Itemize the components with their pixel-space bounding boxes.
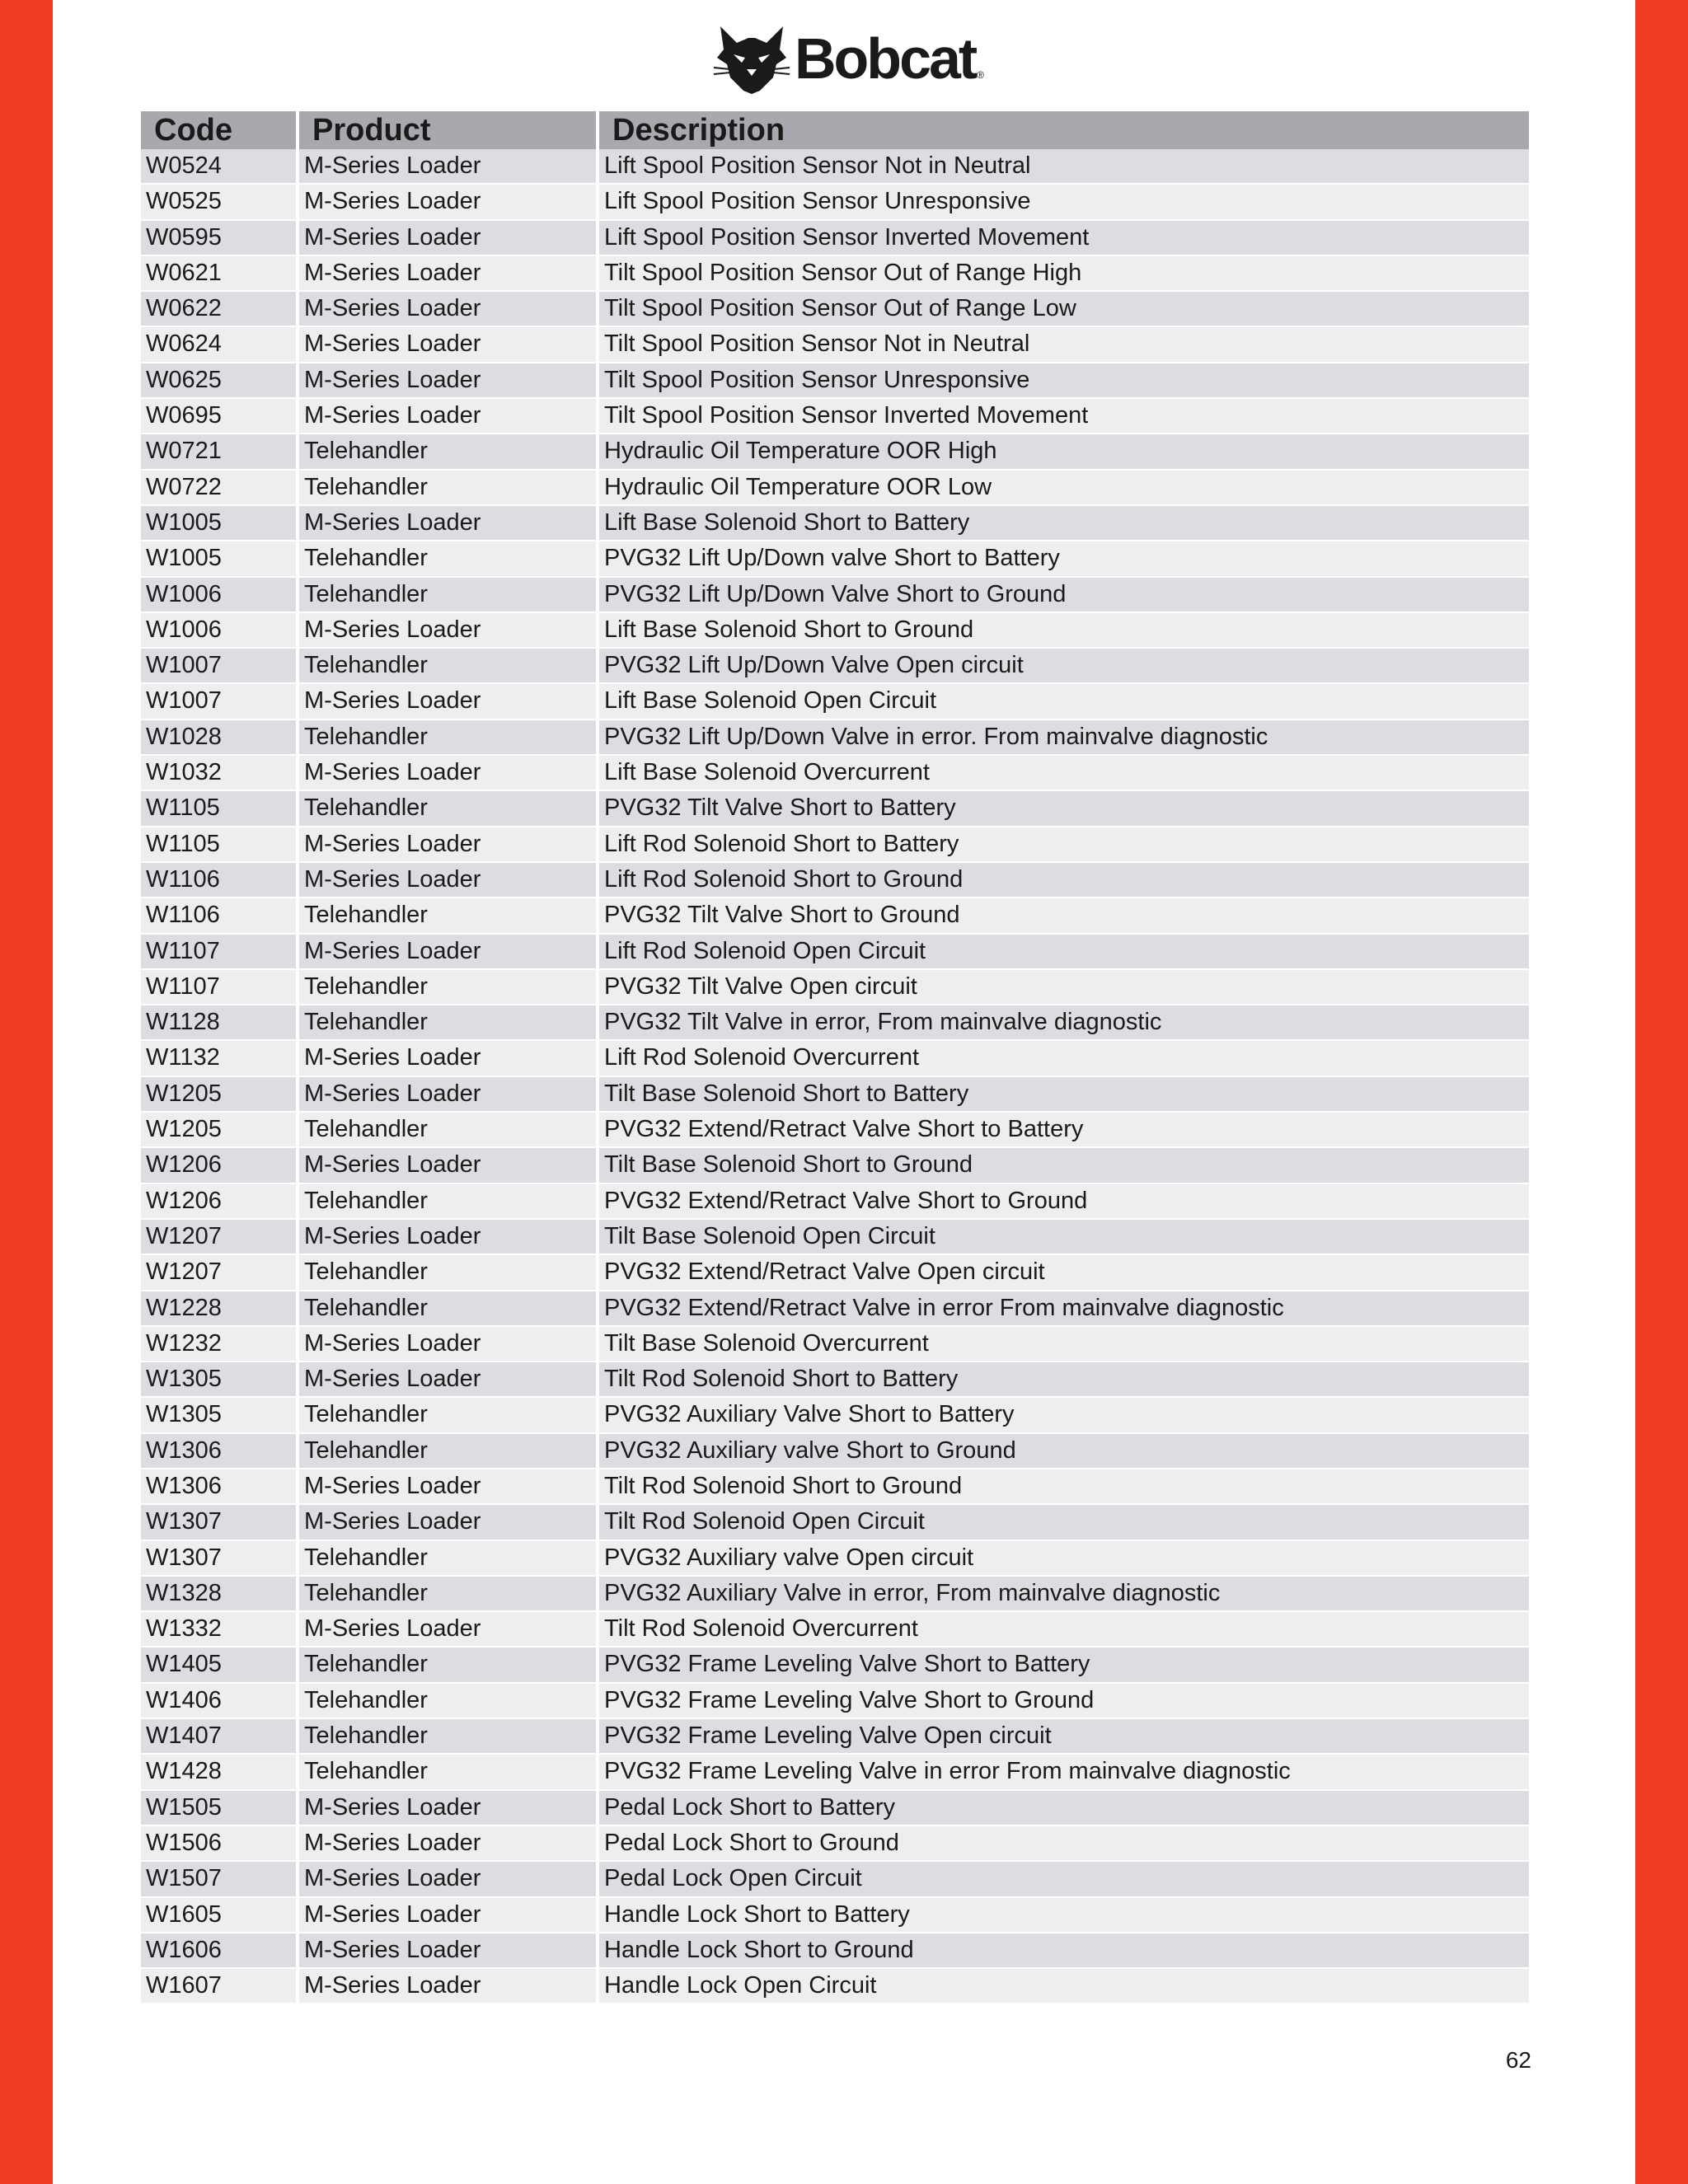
table-row <box>141 185 1532 220</box>
cell-product: Telehandler <box>299 1647 596 1681</box>
table-row <box>141 1719 1532 1755</box>
table-row <box>141 1148 1532 1183</box>
table-row <box>141 1898 1532 1933</box>
cell-product: M-Series Loader <box>299 506 596 540</box>
cell-code: W1506 <box>141 1826 296 1860</box>
cell-product: M-Series Loader <box>299 613 596 647</box>
cell-description: Lift Spool Position Sensor Unresponsive <box>599 185 1529 218</box>
cell-code: W1006 <box>141 578 296 612</box>
cell-description: Tilt Rod Solenoid Open Circuit <box>599 1505 1529 1539</box>
cell-description: PVG32 Lift Up/Down valve Short to Battery <box>599 541 1529 575</box>
cell-code: W1328 <box>141 1577 296 1610</box>
table-row <box>141 327 1532 363</box>
cell-description: Tilt Base Solenoid Short to Ground <box>599 1148 1529 1182</box>
cell-description: Tilt Base Solenoid Overcurrent <box>599 1327 1529 1361</box>
table-row <box>141 1327 1532 1362</box>
cell-product: Telehandler <box>299 1755 596 1788</box>
cell-product: Telehandler <box>299 1255 596 1289</box>
cell-product: Telehandler <box>299 720 596 754</box>
header-product: Product <box>299 111 596 149</box>
cell-code: W1106 <box>141 898 296 932</box>
cell-product: M-Series Loader <box>299 327 596 361</box>
table-row <box>141 649 1532 684</box>
table-row <box>141 1969 1532 2004</box>
cell-description: PVG32 Frame Leveling Valve Short to Ground <box>599 1684 1529 1718</box>
cell-code: W1305 <box>141 1398 296 1432</box>
cell-code: W1307 <box>141 1541 296 1575</box>
cell-code: W1505 <box>141 1791 296 1825</box>
table-row <box>141 1684 1532 1719</box>
cell-description: Hydraulic Oil Temperature OOR High <box>599 434 1529 468</box>
cell-description: Lift Base Solenoid Overcurrent <box>599 756 1529 790</box>
cell-code: W0721 <box>141 434 296 468</box>
cell-product: M-Series Loader <box>299 221 596 255</box>
cell-code: W0722 <box>141 471 296 504</box>
cell-description: Tilt Spool Position Sensor Unresponsive <box>599 363 1529 397</box>
cell-product: M-Series Loader <box>299 1041 596 1075</box>
table-row <box>141 149 1532 185</box>
cell-product: Telehandler <box>299 1291 596 1325</box>
cell-product: M-Series Loader <box>299 1077 596 1111</box>
cell-product: M-Series Loader <box>299 1862 596 1896</box>
cell-description: PVG32 Frame Leveling Valve in error From mainvalve diagnostic <box>599 1755 1529 1788</box>
cell-product: M-Series Loader <box>299 149 596 183</box>
cell-product: M-Series Loader <box>299 363 596 397</box>
cell-code: W1205 <box>141 1113 296 1146</box>
cell-description: Tilt Rod Solenoid Overcurrent <box>599 1612 1529 1646</box>
cell-code: W1107 <box>141 935 296 968</box>
cell-description: PVG32 Extend/Retract Valve in error From mainvalve diagnostic <box>599 1291 1529 1325</box>
cell-product: Telehandler <box>299 649 596 682</box>
cell-description: Lift Base Solenoid Open Circuit <box>599 684 1529 718</box>
cell-description: Tilt Base Solenoid Short to Battery <box>599 1077 1529 1111</box>
table-row <box>141 613 1532 649</box>
table-row <box>141 363 1532 399</box>
cell-product: Telehandler <box>299 1719 596 1753</box>
table-row <box>141 1647 1532 1683</box>
cell-description: Tilt Rod Solenoid Short to Ground <box>599 1469 1529 1503</box>
cell-code: W1205 <box>141 1077 296 1111</box>
cell-product: Telehandler <box>299 1113 596 1146</box>
cell-description: PVG32 Lift Up/Down Valve Open circuit <box>599 649 1529 682</box>
cell-product: M-Series Loader <box>299 1826 596 1860</box>
cell-description: Lift Rod Solenoid Open Circuit <box>599 935 1529 968</box>
table-row <box>141 1505 1532 1540</box>
cell-description: PVG32 Extend/Retract Valve Open circuit <box>599 1255 1529 1289</box>
brand-name: Bobcat <box>795 26 976 91</box>
cell-description: Tilt Base Solenoid Open Circuit <box>599 1220 1529 1254</box>
cell-description: Tilt Spool Position Sensor Inverted Movement <box>599 399 1529 433</box>
cell-description: PVG32 Tilt Valve Short to Ground <box>599 898 1529 932</box>
table-body <box>141 149 1532 2004</box>
cell-code: W1306 <box>141 1434 296 1468</box>
cell-code: W1207 <box>141 1255 296 1289</box>
cell-description: PVG32 Lift Up/Down Valve Short to Ground <box>599 578 1529 612</box>
cell-product: M-Series Loader <box>299 256 596 290</box>
cell-product: Telehandler <box>299 791 596 825</box>
cell-product: M-Series Loader <box>299 756 596 790</box>
cell-description: PVG32 Auxiliary Valve Short to Battery <box>599 1398 1529 1432</box>
cell-product: M-Series Loader <box>299 684 596 718</box>
cell-code: W1606 <box>141 1933 296 1967</box>
table-row <box>141 1077 1532 1113</box>
cell-description: PVG32 Tilt Valve Short to Battery <box>599 791 1529 825</box>
table-row <box>141 863 1532 898</box>
cell-code: W1305 <box>141 1362 296 1396</box>
cell-code: W1028 <box>141 720 296 754</box>
cell-product: Telehandler <box>299 471 596 504</box>
cell-description: PVG32 Tilt Valve Open circuit <box>599 970 1529 1004</box>
table-row <box>141 1113 1532 1148</box>
cell-description: Pedal Lock Short to Battery <box>599 1791 1529 1825</box>
table-row <box>141 1398 1532 1433</box>
table-row <box>141 720 1532 756</box>
cell-description: PVG32 Frame Leveling Valve Short to Battery <box>599 1647 1529 1681</box>
cell-product: M-Series Loader <box>299 935 596 968</box>
cell-description: Pedal Lock Short to Ground <box>599 1826 1529 1860</box>
cell-description: PVG32 Auxiliary Valve in error, From mainvalve diagnostic <box>599 1577 1529 1610</box>
cell-code: W1206 <box>141 1148 296 1182</box>
cell-code: W0595 <box>141 221 296 255</box>
cell-product: M-Series Loader <box>299 1148 596 1182</box>
table-row <box>141 1469 1532 1505</box>
cell-description: PVG32 Lift Up/Down Valve in error. From mainvalve diagnostic <box>599 720 1529 754</box>
cell-product: Telehandler <box>299 1541 596 1575</box>
cell-product: M-Series Loader <box>299 1612 596 1646</box>
cell-description: Lift Base Solenoid Short to Battery <box>599 506 1529 540</box>
table-row <box>141 1826 1532 1862</box>
cell-code: W1007 <box>141 649 296 682</box>
table-row <box>141 756 1532 791</box>
cell-description: Tilt Spool Position Sensor Not in Neutral <box>599 327 1529 361</box>
cell-code: W1006 <box>141 613 296 647</box>
cell-code: W1428 <box>141 1755 296 1788</box>
cell-code: W1207 <box>141 1220 296 1254</box>
table-row <box>141 1220 1532 1255</box>
cell-code: W1332 <box>141 1612 296 1646</box>
right-accent-bar <box>1635 0 1688 2184</box>
cell-code: W1307 <box>141 1505 296 1539</box>
table-row <box>141 898 1532 934</box>
cell-product: Telehandler <box>299 970 596 1004</box>
cell-code: W1406 <box>141 1684 296 1718</box>
bobcat-logo <box>712 21 985 96</box>
cell-code: W1507 <box>141 1862 296 1896</box>
table-row <box>141 1291 1532 1327</box>
cell-description: Handle Lock Short to Battery <box>599 1898 1529 1932</box>
table-header <box>141 111 1532 149</box>
cell-description: Tilt Spool Position Sensor Out of Range High <box>599 256 1529 290</box>
cell-description: Handle Lock Open Circuit <box>599 1969 1529 2003</box>
fault-code-table <box>141 111 1532 2004</box>
table-row <box>141 1862 1532 1897</box>
cell-product: M-Series Loader <box>299 1791 596 1825</box>
cell-product: M-Series Loader <box>299 827 596 861</box>
table-row <box>141 399 1532 434</box>
cell-description: Pedal Lock Open Circuit <box>599 1862 1529 1896</box>
cell-product: Telehandler <box>299 1005 596 1039</box>
cell-code: W0695 <box>141 399 296 433</box>
table-row <box>141 1755 1532 1790</box>
cell-code: W1306 <box>141 1469 296 1503</box>
cell-description: PVG32 Tilt Valve in error, From mainvalve diagnostic <box>599 1005 1529 1039</box>
cell-code: W1107 <box>141 970 296 1004</box>
table-row <box>141 1005 1532 1041</box>
cell-code: W0622 <box>141 292 296 326</box>
cell-product: Telehandler <box>299 541 596 575</box>
cell-description: Handle Lock Short to Ground <box>599 1933 1529 1967</box>
cell-product: M-Series Loader <box>299 185 596 218</box>
cell-description: Tilt Spool Position Sensor Out of Range Low <box>599 292 1529 326</box>
cell-description: Lift Spool Position Sensor Inverted Movement <box>599 221 1529 255</box>
cell-product: Telehandler <box>299 578 596 612</box>
bobcat-head-icon <box>712 21 791 96</box>
cell-product: M-Series Loader <box>299 1969 596 2003</box>
cell-code: W0625 <box>141 363 296 397</box>
table-row <box>141 256 1532 292</box>
table-row <box>141 471 1532 506</box>
table-row <box>141 970 1532 1005</box>
left-accent-bar <box>0 0 53 2184</box>
cell-product: M-Series Loader <box>299 1362 596 1396</box>
table-row <box>141 221 1532 256</box>
table-row <box>141 1933 1532 1969</box>
cell-code: W1005 <box>141 506 296 540</box>
cell-code: W1206 <box>141 1184 296 1218</box>
cell-product: M-Series Loader <box>299 1327 596 1361</box>
cell-product: M-Series Loader <box>299 1469 596 1503</box>
table-row <box>141 578 1532 613</box>
cell-code: W0525 <box>141 185 296 218</box>
table-row <box>141 434 1532 470</box>
table-row <box>141 292 1532 327</box>
page-number: 62 <box>1505 2047 1531 2073</box>
cell-code: W1132 <box>141 1041 296 1075</box>
cell-product: Telehandler <box>299 434 596 468</box>
cell-description: Tilt Rod Solenoid Short to Battery <box>599 1362 1529 1396</box>
cell-code: W1405 <box>141 1647 296 1681</box>
cell-description: Lift Rod Solenoid Overcurrent <box>599 1041 1529 1075</box>
cell-code: W1007 <box>141 684 296 718</box>
cell-product: M-Series Loader <box>299 863 596 897</box>
cell-code: W1128 <box>141 1005 296 1039</box>
cell-product: Telehandler <box>299 1684 596 1718</box>
cell-code: W1607 <box>141 1969 296 2003</box>
cell-description: PVG32 Extend/Retract Valve Short to Battery <box>599 1113 1529 1146</box>
cell-product: M-Series Loader <box>299 1898 596 1932</box>
cell-code: W1005 <box>141 541 296 575</box>
cell-description: PVG32 Auxiliary valve Short to Ground <box>599 1434 1529 1468</box>
cell-code: W1407 <box>141 1719 296 1753</box>
cell-product: Telehandler <box>299 1398 596 1432</box>
cell-code: W1105 <box>141 827 296 861</box>
table-row <box>141 1255 1532 1291</box>
cell-code: W0624 <box>141 327 296 361</box>
cell-product: Telehandler <box>299 1577 596 1610</box>
cell-product: Telehandler <box>299 1184 596 1218</box>
cell-description: Lift Spool Position Sensor Not in Neutral <box>599 149 1529 183</box>
cell-description: Lift Rod Solenoid Short to Battery <box>599 827 1529 861</box>
table-row <box>141 935 1532 970</box>
registered-mark: ® <box>977 69 985 81</box>
cell-code: W1106 <box>141 863 296 897</box>
cell-product: Telehandler <box>299 1434 596 1468</box>
cell-code: W1605 <box>141 1898 296 1932</box>
cell-description: PVG32 Extend/Retract Valve Short to Ground <box>599 1184 1529 1218</box>
table-row <box>141 1434 1532 1469</box>
table-row <box>141 1541 1532 1577</box>
header-description: Description <box>599 111 1529 149</box>
cell-product: M-Series Loader <box>299 1933 596 1967</box>
cell-description: Lift Rod Solenoid Short to Ground <box>599 863 1529 897</box>
cell-description: PVG32 Frame Leveling Valve Open circuit <box>599 1719 1529 1753</box>
cell-code: W0524 <box>141 149 296 183</box>
cell-code: W1032 <box>141 756 296 790</box>
cell-product: M-Series Loader <box>299 292 596 326</box>
cell-product: Telehandler <box>299 898 596 932</box>
cell-code: W1232 <box>141 1327 296 1361</box>
table-row <box>141 1577 1532 1612</box>
cell-description: PVG32 Auxiliary valve Open circuit <box>599 1541 1529 1575</box>
table-row <box>141 1612 1532 1647</box>
table-row <box>141 1041 1532 1076</box>
cell-code: W1228 <box>141 1291 296 1325</box>
header-code: Code <box>141 111 296 149</box>
table-row <box>141 506 1532 541</box>
cell-description: Hydraulic Oil Temperature OOR Low <box>599 471 1529 504</box>
table-row <box>141 1362 1532 1398</box>
table-row <box>141 827 1532 863</box>
table-row <box>141 1791 1532 1826</box>
table-row <box>141 541 1532 577</box>
table-row <box>141 684 1532 719</box>
cell-product: M-Series Loader <box>299 1505 596 1539</box>
cell-code: W1105 <box>141 791 296 825</box>
cell-code: W0621 <box>141 256 296 290</box>
table-row <box>141 791 1532 827</box>
table-row <box>141 1184 1532 1220</box>
cell-description: Lift Base Solenoid Short to Ground <box>599 613 1529 647</box>
cell-product: M-Series Loader <box>299 1220 596 1254</box>
cell-product: M-Series Loader <box>299 399 596 433</box>
